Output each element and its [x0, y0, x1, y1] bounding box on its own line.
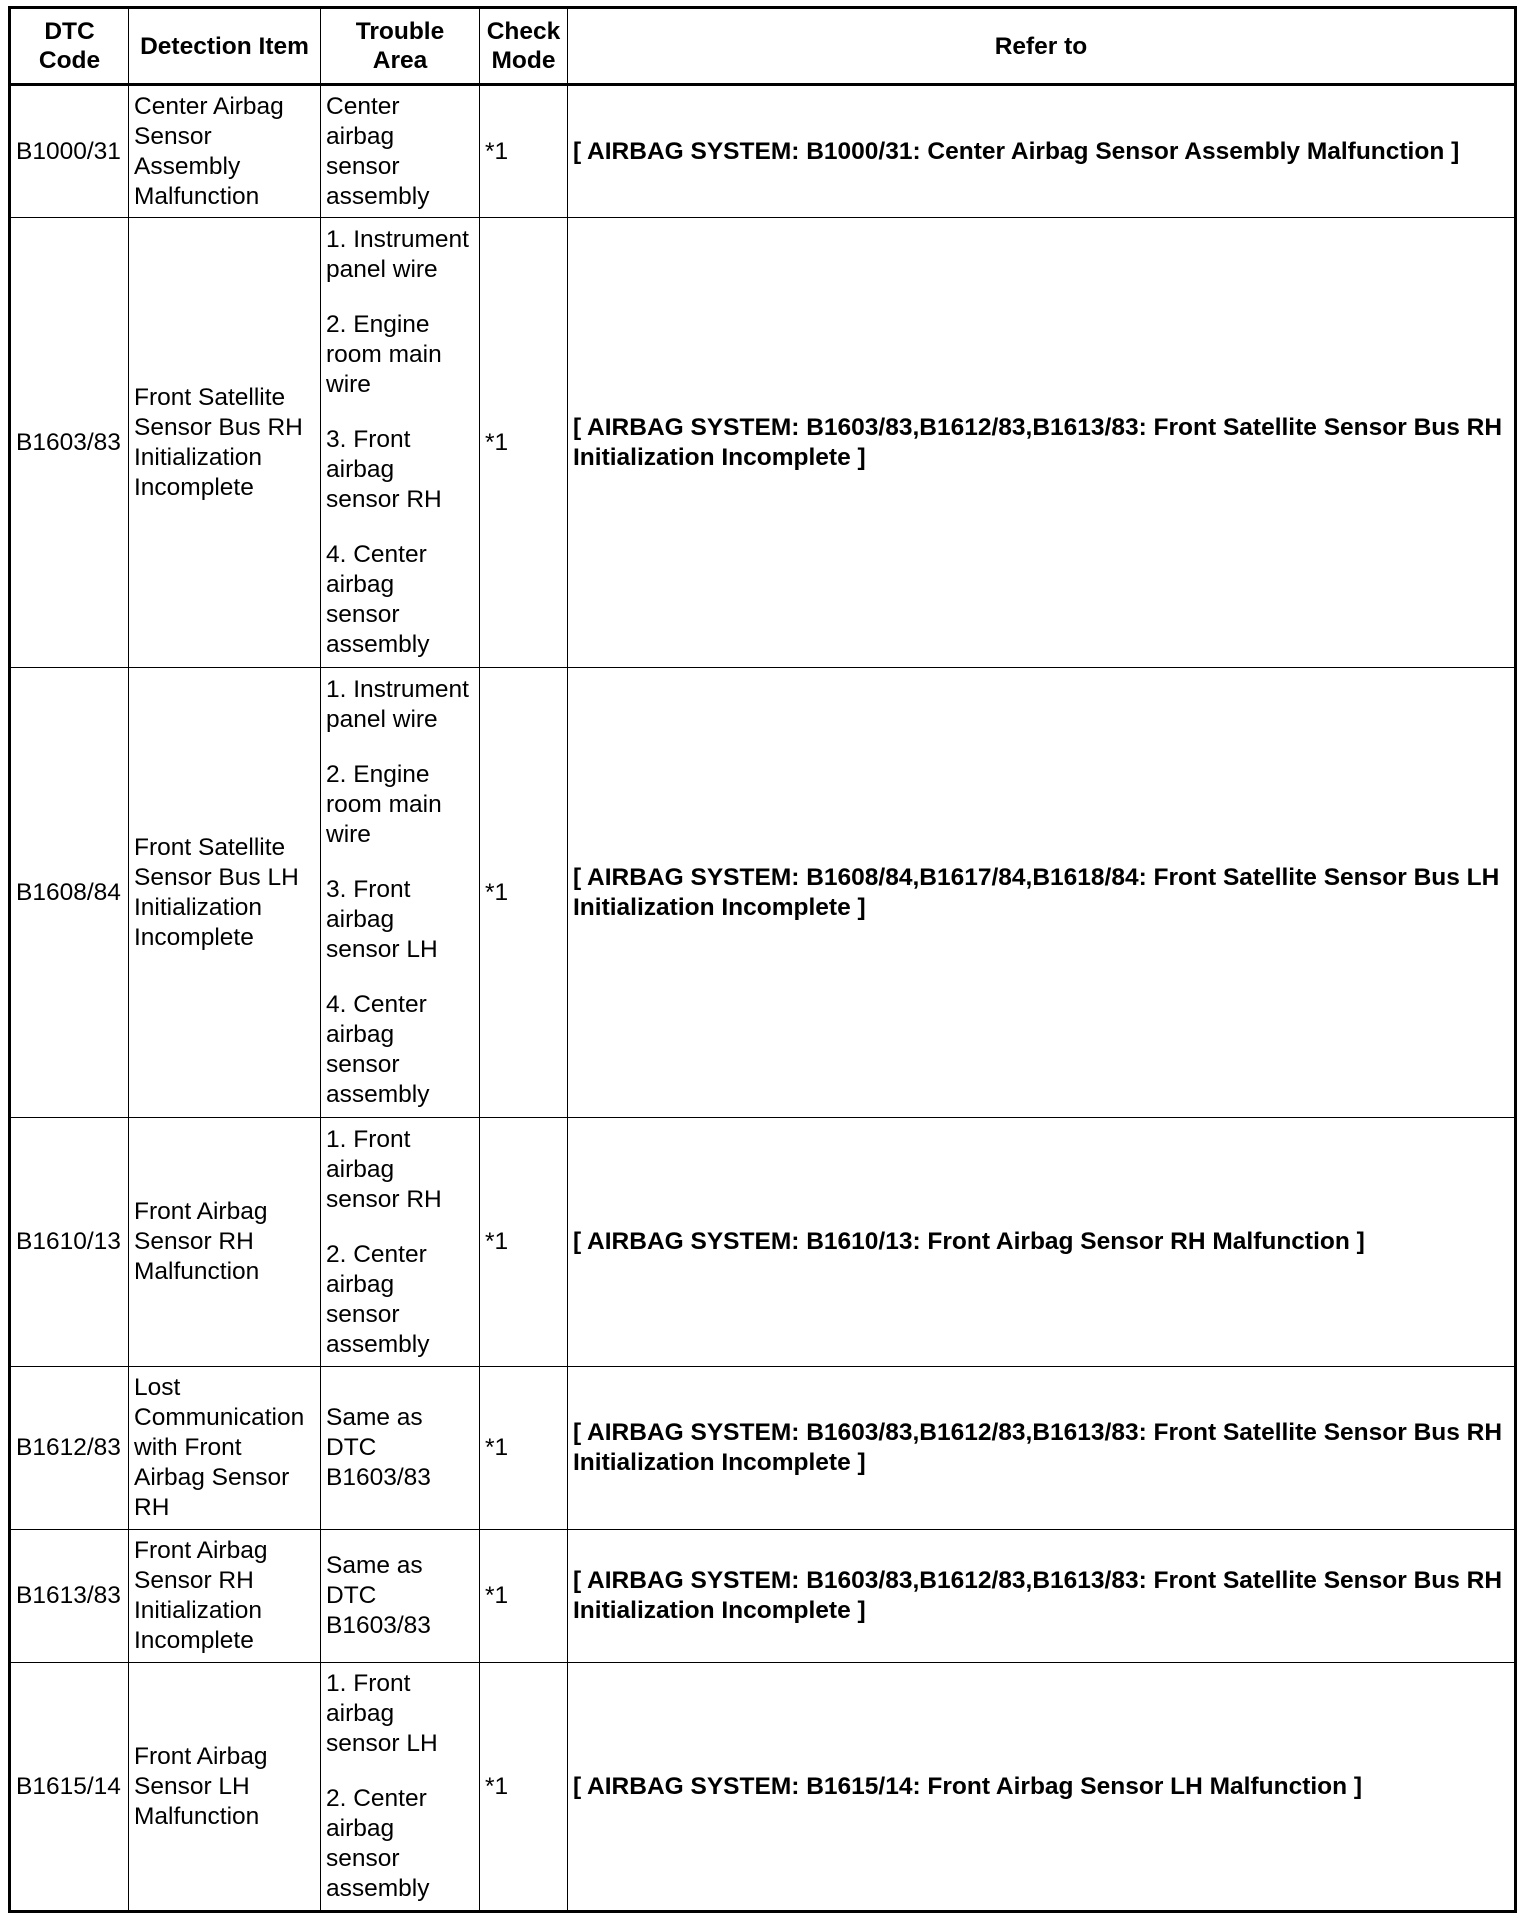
dtc-code-cell: B1603/83 — [10, 218, 129, 668]
detection-item-cell: Front Satellite Sensor Bus LH Initialization Incomplete — [129, 668, 321, 1118]
trouble-area-item: 1. Instrument panel wire — [326, 676, 469, 733]
check-mode-cell: *1 — [480, 1530, 568, 1663]
table-row — [10, 668, 1516, 1118]
trouble-area-item: 1. Instrument panel wire — [326, 226, 469, 283]
table-row — [10, 1530, 1516, 1663]
dtc-code-cell: B1610/13 — [10, 1118, 129, 1367]
check-mode-cell: *1 — [480, 1367, 568, 1530]
trouble-area-item: 1. Front airbag sensor LH — [326, 1670, 438, 1757]
check-mode-cell: *1 — [480, 85, 568, 218]
table-row — [10, 85, 1516, 218]
header-dtc-code: DTC Code — [10, 8, 129, 85]
dtc-table — [8, 6, 1517, 1913]
check-mode-cell: *1 — [480, 218, 568, 668]
trouble-area-item: 2. Engine room main wire — [326, 761, 442, 848]
refer-to-cell: [ AIRBAG SYSTEM: B1608/84,B1617/84,B1618/84: Front Satellite Sensor Bus LH Initialization Incomplete ] — [568, 668, 1516, 1118]
table-row — [10, 1118, 1516, 1367]
trouble-area-item: Center airbag sensor assembly — [326, 92, 430, 210]
dtc-code-cell: B1000/31 — [10, 85, 129, 218]
trouble-area-item: 2. Center airbag sensor assembly — [326, 1785, 430, 1902]
detection-item-cell: Front Airbag Sensor RH Malfunction — [129, 1118, 321, 1367]
refer-to-cell: [ AIRBAG SYSTEM: B1603/83,B1612/83,B1613/83: Front Satellite Sensor Bus RH Initialization Incomplete ] — [568, 1367, 1516, 1530]
detection-item-cell: Lost Communication with Front Airbag Sensor RH — [129, 1367, 321, 1530]
trouble-area-item: Same as DTC B1603/83 — [326, 1552, 431, 1639]
refer-to-cell: [ AIRBAG SYSTEM: B1603/83,B1612/83,B1613/83: Front Satellite Sensor Bus RH Initialization Incomplete ] — [568, 1530, 1516, 1663]
trouble-area-item: 4. Center airbag sensor assembly — [326, 991, 430, 1108]
trouble-area-cell — [321, 1663, 480, 1912]
dtc-code-cell: B1615/14 — [10, 1663, 129, 1912]
check-mode-cell: *1 — [480, 1663, 568, 1912]
table-row — [10, 1367, 1516, 1530]
trouble-area-item: 1. Front airbag sensor RH — [326, 1125, 442, 1213]
detection-item-cell: Front Airbag Sensor RH Initialization Incomplete — [129, 1530, 321, 1663]
check-mode-cell: *1 — [480, 668, 568, 1118]
header-check-mode: Check Mode — [480, 8, 568, 85]
trouble-area-item: 3. Front airbag sensor LH — [326, 876, 438, 963]
trouble-area-cell — [321, 1367, 480, 1530]
refer-to-cell: [ AIRBAG SYSTEM: B1610/13: Front Airbag Sensor RH Malfunction ] — [568, 1118, 1516, 1367]
table-row — [10, 1663, 1516, 1912]
trouble-area-item: 4. Center airbag sensor assembly — [326, 541, 430, 658]
table-header-row — [10, 8, 1516, 85]
trouble-area-cell — [321, 85, 480, 218]
trouble-area-cell — [321, 1530, 480, 1663]
refer-to-cell: [ AIRBAG SYSTEM: B1000/31: Center Airbag Sensor Assembly Malfunction ] — [568, 85, 1516, 218]
header-refer-to: Refer to — [568, 8, 1516, 85]
table-row — [10, 218, 1516, 668]
trouble-area-item: 2. Engine room main wire — [326, 311, 442, 398]
detection-item-cell: Front Airbag Sensor LH Malfunction — [129, 1663, 321, 1912]
trouble-area-cell — [321, 218, 480, 668]
refer-to-cell: [ AIRBAG SYSTEM: B1603/83,B1612/83,B1613/83: Front Satellite Sensor Bus RH Initialization Incomplete ] — [568, 218, 1516, 668]
dtc-code-cell: B1613/83 — [10, 1530, 129, 1663]
trouble-area-item: 3. Front airbag sensor RH — [326, 426, 442, 513]
header-detection-item: Detection Item — [129, 8, 321, 85]
detection-item-cell: Front Satellite Sensor Bus RH Initialization Incomplete — [129, 218, 321, 668]
detection-item-cell: Center Airbag Sensor Assembly Malfunction — [129, 85, 321, 218]
trouble-area-cell — [321, 1118, 480, 1367]
header-trouble-area: Trouble Area — [321, 8, 480, 85]
dtc-code-cell: B1608/84 — [10, 668, 129, 1118]
dtc-code-cell: B1612/83 — [10, 1367, 129, 1530]
trouble-area-cell — [321, 668, 480, 1118]
refer-to-cell: [ AIRBAG SYSTEM: B1615/14: Front Airbag Sensor LH Malfunction ] — [568, 1663, 1516, 1912]
trouble-area-item: 2. Center airbag sensor assembly — [326, 1240, 430, 1358]
trouble-area-item: Same as DTC B1603/83 — [326, 1404, 431, 1491]
check-mode-cell: *1 — [480, 1118, 568, 1367]
